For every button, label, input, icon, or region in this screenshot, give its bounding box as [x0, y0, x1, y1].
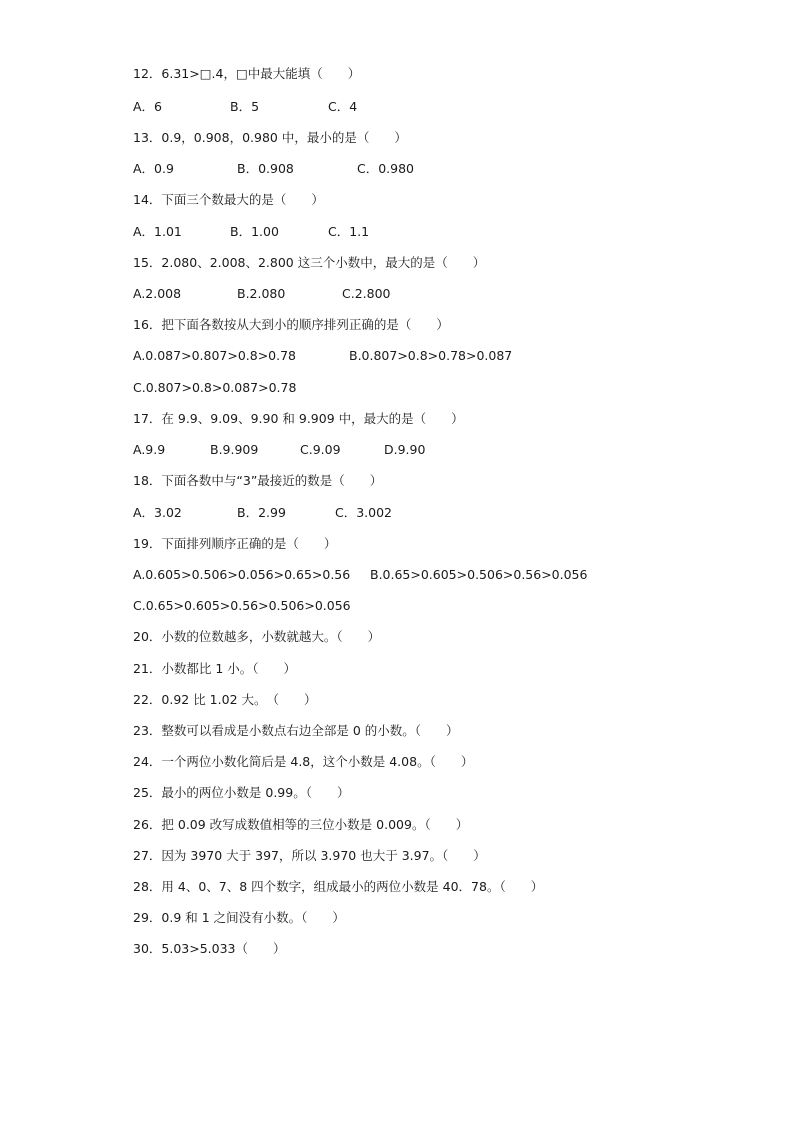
option-c: C.0.65>0.605>0.56>0.506>0.056	[133, 598, 351, 613]
judgment-21: 21．小数都比 1 小。（ ）	[133, 661, 297, 676]
options-17	[133, 440, 426, 460]
option-b: B．1.00	[230, 224, 279, 239]
judgment-24: 24．一个两位小数化简后是 4.8，这个小数是 4.08。（ ）	[133, 754, 474, 769]
option-c: C．3.002	[335, 505, 393, 520]
judgment-28: 28．用 4、0、7、8 四个数字，组成最小的两位小数是 40．78。（ ）	[133, 879, 544, 894]
question-15: 15．2.080、2.008、2.800 这三个小数中，最大的是（ ）	[133, 255, 486, 270]
options-16-row1	[133, 346, 513, 366]
question-18: 18．下面各数中与“3”最接近的数是（ ）	[133, 473, 383, 488]
question-19: 19．下面排列顺序正确的是（ ）	[133, 536, 337, 551]
options-15	[133, 284, 391, 304]
option-a: A．3.02	[133, 505, 182, 520]
option-b: B.9.909	[210, 442, 259, 457]
option-c: C．0.980	[357, 161, 415, 176]
option-a: A.0.605>0.506>0.056>0.65>0.56	[133, 567, 351, 582]
options-12	[133, 97, 358, 117]
question-12: 12．6.31>□.4，□中最大能填（ ）	[133, 66, 361, 81]
judgment-25: 25．最小的两位小数是 0.99。（ ）	[133, 785, 350, 800]
judgment-29: 29．0.9 和 1 之间没有小数。（ ）	[133, 910, 345, 925]
judgment-22: 22．0.92 比 1.02 大。 （ ）	[133, 692, 317, 707]
option-d: D.9.90	[384, 442, 426, 457]
option-b: B．2.99	[237, 505, 286, 520]
option-b: B.0.807>0.8>0.78>0.087	[349, 348, 513, 363]
question-14: 14．下面三个数最大的是（ ）	[133, 192, 324, 207]
option-b: B．5	[230, 99, 260, 114]
judgment-20: 20．小数的位数越多，小数就越大。（ ）	[133, 629, 381, 644]
options-18	[133, 503, 393, 523]
question-13: 13．0.9，0.908，0.980 中，最小的是（ ）	[133, 130, 407, 145]
option-c: C.2.800	[342, 286, 391, 301]
options-19-row1	[133, 565, 588, 585]
judgment-23: 23．整数可以看成是小数点右边全部是 0 的小数。（ ）	[133, 723, 459, 738]
option-a: A.9.9	[133, 442, 166, 457]
option-a: A.2.008	[133, 286, 182, 301]
options-19-row2	[133, 596, 351, 616]
option-a: A.0.087>0.807>0.8>0.78	[133, 348, 297, 363]
option-a: A．0.9	[133, 161, 174, 176]
judgment-26: 26．把 0.09 改写成数值相等的三位小数是 0.009。（ ）	[133, 817, 469, 832]
options-16-row2	[133, 378, 297, 398]
option-b: B．0.908	[237, 161, 294, 176]
options-14	[133, 222, 370, 242]
option-b: B.0.65>0.605>0.506>0.56>0.056	[370, 567, 588, 582]
question-17: 17．在 9.9、9.09、9.90 和 9.909 中，最大的是（ ）	[133, 411, 464, 426]
option-c: C．1.1	[328, 224, 370, 239]
judgment-30: 30．5.03>5.033（ ）	[133, 941, 286, 956]
judgment-27: 27．因为 3970 大于 397，所以 3.970 也大于 3.97。（ ）	[133, 848, 486, 863]
option-a: A．1.01	[133, 224, 182, 239]
option-c: C.0.807>0.8>0.087>0.78	[133, 380, 297, 395]
options-13	[133, 159, 415, 179]
question-16: 16．把下面各数按从大到小的顺序排列正确的是（ ）	[133, 317, 449, 332]
option-c: C.9.09	[300, 442, 341, 457]
option-a: A．6	[133, 99, 163, 114]
option-c: C．4	[328, 99, 358, 114]
option-b: B.2.080	[237, 286, 286, 301]
